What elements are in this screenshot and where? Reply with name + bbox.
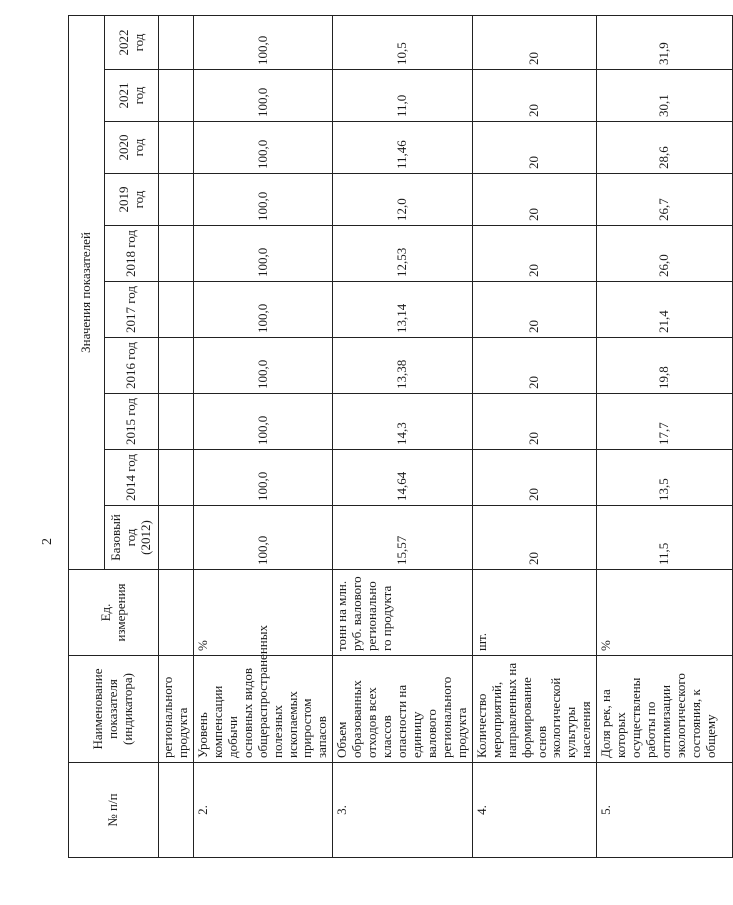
row-value [159,394,194,450]
row-value [159,174,194,226]
header-name: Наименование показателя (индикатора) [69,656,159,763]
row-num: 4. [472,763,597,858]
row-unit: шт. [472,570,597,656]
row-value [159,338,194,394]
row-value: 100,0 [193,506,332,570]
row-value: 100,0 [193,282,332,338]
header-year: 2022 год [105,15,159,69]
indicator-table [68,15,733,858]
header-year: 2017 год [105,282,159,338]
row-name: Доля рек, на которых осуществлены работы по оптимизации экологического состояния, к общему [597,656,733,763]
row-value: 100,0 [193,226,332,282]
row-value: 26,0 [597,226,733,282]
row-value: 20 [472,226,597,282]
row-value: 13,5 [597,450,733,506]
header-unit: Ед. измерения [69,570,159,656]
row-value: 20 [472,174,597,226]
row-value: 100,0 [193,122,332,174]
row-value: 20 [472,338,597,394]
row-num [159,763,194,858]
row-value: 20 [472,394,597,450]
row-unit: % [597,570,733,656]
row-value: 28,6 [597,122,733,174]
row-value [159,282,194,338]
row-value: 11,46 [333,122,472,174]
header-year: 2018 год [105,226,159,282]
row-value: 11,5 [597,506,733,570]
table-row [159,15,194,857]
row-value: 20 [472,15,597,69]
row-name: регионального продукта [159,656,194,763]
row-num: 2. [193,763,332,858]
row-value: 100,0 [193,15,332,69]
row-value: 19,8 [597,338,733,394]
table-row [193,15,332,857]
row-value: 17,7 [597,394,733,450]
header-year: 2014 год [105,450,159,506]
row-value: 100,0 [193,70,332,122]
table-row [597,15,733,857]
row-value [159,122,194,174]
row-value: 12,0 [333,174,472,226]
row-value: 20 [472,282,597,338]
row-value: 10,5 [333,15,472,69]
row-num: 5. [597,763,733,858]
row-value: 100,0 [193,338,332,394]
row-value: 13,14 [333,282,472,338]
header-year: 2019 год [105,174,159,226]
row-name: Объем образованных отходов всех классов опасности на единицу валового регионального продукта [333,656,472,763]
row-value [159,450,194,506]
header-num: № п/п [69,763,159,858]
row-value [159,70,194,122]
row-value: 11,0 [333,70,472,122]
row-value: 20 [472,450,597,506]
indicator-table-wrapper [68,16,718,858]
page-number: 2 [40,538,55,545]
row-name: Уровень компенсации добычи основных видов общераспространенных полезных ископаемых приростом запасов [193,656,332,763]
table-row [333,15,472,857]
header-year: 2015 год [105,394,159,450]
row-value [159,226,194,282]
row-unit: тонн на млн. руб. валового регионально го продукта [333,570,472,656]
row-value: 13,38 [333,338,472,394]
row-value: 100,0 [193,394,332,450]
row-value: 30,1 [597,70,733,122]
row-value: 15,57 [333,506,472,570]
row-value: 21,4 [597,282,733,338]
row-value: 31,9 [597,15,733,69]
row-value: 20 [472,70,597,122]
header-values-group: Значения показателей [69,15,105,569]
row-value: 100,0 [193,174,332,226]
row-value: 20 [472,506,597,570]
row-value [159,15,194,69]
row-num: 3. [333,763,472,858]
row-name: Количество мероприятий, направленных на формирование основ экологической культуры населения [472,656,597,763]
row-value: 100,0 [193,450,332,506]
row-value: 20 [472,122,597,174]
row-unit: % [193,570,332,656]
row-value: 12,53 [333,226,472,282]
header-year: 2020 год [105,122,159,174]
row-unit [159,570,194,656]
row-value: 26,7 [597,174,733,226]
header-year: 2021 год [105,70,159,122]
header-year: 2016 год [105,338,159,394]
row-value: 14,64 [333,450,472,506]
row-value: 14,3 [333,394,472,450]
header-year: Базовый год (2012) [105,506,159,570]
table-row [472,15,597,857]
row-value [159,506,194,570]
